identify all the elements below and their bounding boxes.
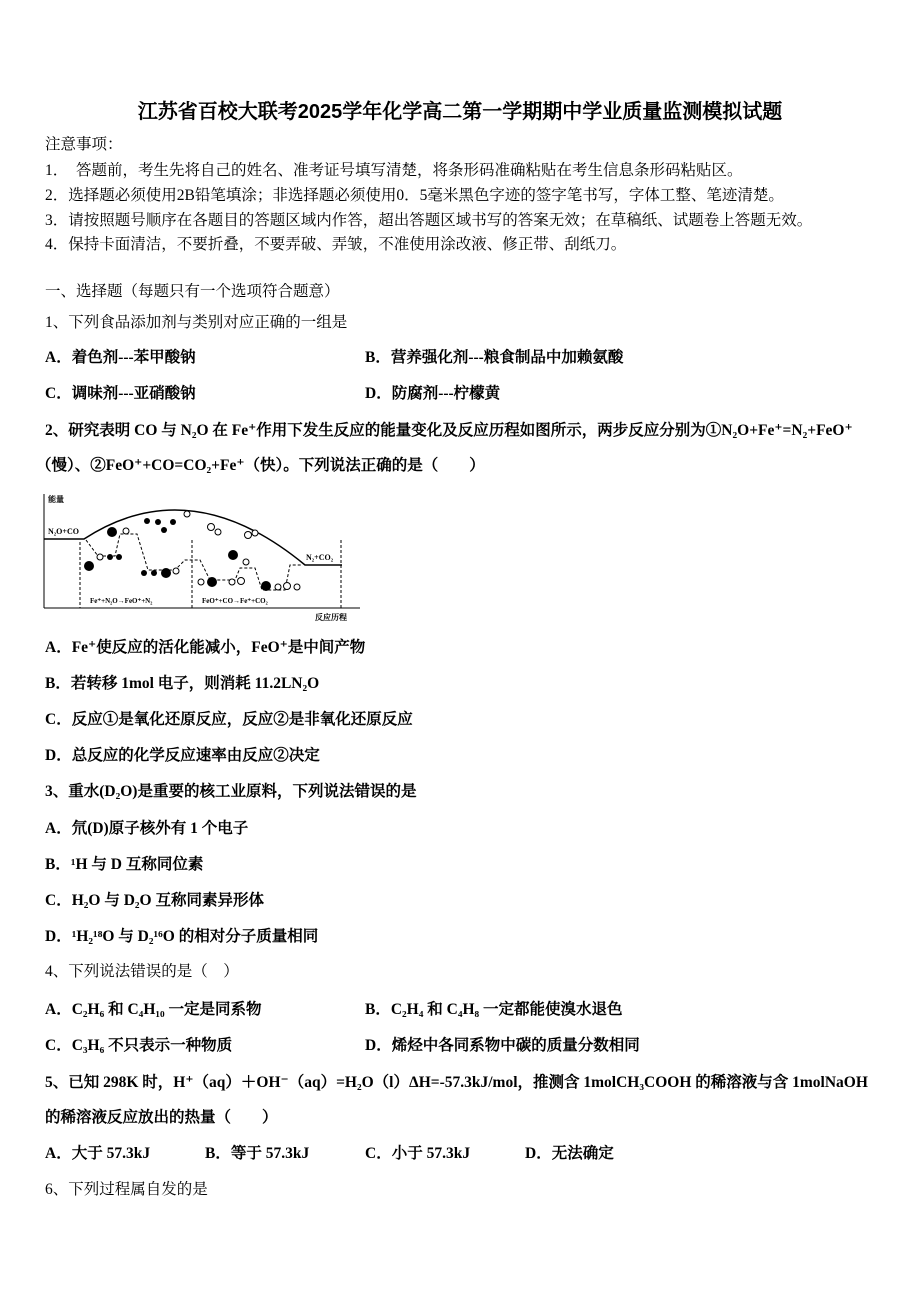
option-d: D．烯烃中各同系物中碳的质量分数相同	[365, 1037, 640, 1054]
option-c: C．反应①是氧化还原反应，反应②是非氧化还原反应	[45, 711, 413, 728]
question-stem: 4、下列说法错误的是（ ）	[45, 963, 239, 980]
option-d: D．无法确定	[525, 1145, 614, 1162]
reaction-path	[86, 534, 302, 590]
question-stem: 的稀溶液反应放出的热量（ ）	[45, 1109, 278, 1126]
option-a: A．着色剂---苯甲酸钠	[45, 349, 196, 366]
question-stem: 6、下列过程属自发的是	[45, 1181, 208, 1198]
start-label: N₂O+CO	[48, 527, 79, 536]
notes-heading: 注意事项：	[45, 136, 123, 153]
option-c: C．调味剂---亚硝酸钠	[45, 385, 196, 402]
question-stem: 5、已知 298K 时，H⁺（aq）＋OH⁻（aq）=H₂O（l）ΔH=-57.3kJ/mol，推测含 1molCH₃COOH 的稀溶液与含 1molNaOH	[45, 1074, 868, 1091]
page-title: 江苏省百校大联考2025学年化学高二第一学期期中学业质量监测模拟试题	[137, 101, 783, 123]
note-item: 4．保持卡面清洁，不要折叠，不要弄破、弄皱，不准使用涂改液、修正带、刮纸刀。	[45, 236, 627, 253]
question-stem: 3、重水(D₂O)是重要的核工业原料，下列说法错误的是	[45, 783, 417, 800]
option-c: C．C₃H₆ 不只表示一种物质	[45, 1037, 233, 1054]
question-stem: 1、下列食品添加剂与类别对应正确的一组是	[45, 314, 348, 331]
note-item: 1． 答题前，考生先将自己的姓名、准考证号填写清楚，将条形码准确粘贴在考生信息条形码粘贴区。	[45, 162, 743, 179]
option-c: C．H₂O 与 D₂O 互称同素异形体	[45, 892, 264, 909]
option-b: B．若转移 1mol 电子，则消耗 11.2LN₂O	[45, 675, 320, 692]
option-a: A．大于 57.3kJ	[45, 1145, 151, 1162]
y-axis-label: 能量	[48, 495, 64, 504]
option-b: B．营养强化剂---粮食制品中加赖氨酸	[365, 349, 624, 366]
option-b: B．等于 57.3kJ	[205, 1145, 310, 1162]
option-a: A．氘(D)原子核外有 1 个电子	[45, 820, 249, 837]
step2-label: FeO⁺+CO→Fe⁺+CO₂	[202, 597, 268, 605]
option-d: D．防腐剂---柠檬黄	[365, 385, 501, 402]
option-b: B．¹H 与 D 互称同位素	[45, 856, 204, 873]
energy-curve	[44, 510, 342, 565]
question-stem: 2、研究表明 CO 与 N₂O 在 Fe⁺作用下发生反应的能量变化及反应历程如图所示，两步反应分别为①N₂O+Fe⁺=N₂+FeO⁺	[45, 422, 853, 439]
option-a: A．Fe⁺使反应的活化能减小，FeO⁺是中间产物	[45, 639, 366, 656]
option-b: B．C₂H₄ 和 C₄H₈ 一定都能使溴水退色	[365, 1001, 623, 1018]
option-d: D．总反应的化学反应速率由反应②决定	[45, 747, 320, 764]
section-heading: 一、选择题（每题只有一个选项符合题意）	[45, 283, 340, 300]
note-item: 2．选择题必须使用2B铅笔填涂；非选择题必须使用0．5毫米黑色字迹的签字笔书写，字体工整、笔迹清楚。	[45, 187, 784, 204]
option-a: A．C₂H₆ 和 C₄H₁₀ 一定是同系物	[45, 1001, 262, 1018]
note-item: 3．请按照题号顺序在各题目的答题区域内作答，超出答题区域书写的答案无效；在草稿纸、试题卷上答题无效。	[45, 212, 813, 229]
option-d: D．¹H₂¹⁸O 与 D₂¹⁶O 的相对分子质量相同	[45, 928, 319, 945]
question-stem: （慢）、②FeO⁺+CO=CO₂+Fe⁺（快）。下列说法正确的是（ ）	[36, 457, 485, 474]
option-c: C．小于 57.3kJ	[365, 1145, 471, 1162]
end-label: N₂+CO₂	[306, 553, 334, 562]
x-axis-label: 反应历程	[315, 613, 347, 622]
energy-diagram	[40, 490, 362, 622]
step1-label: Fe⁺+N₂O→FeO⁺+N₂	[90, 597, 153, 605]
